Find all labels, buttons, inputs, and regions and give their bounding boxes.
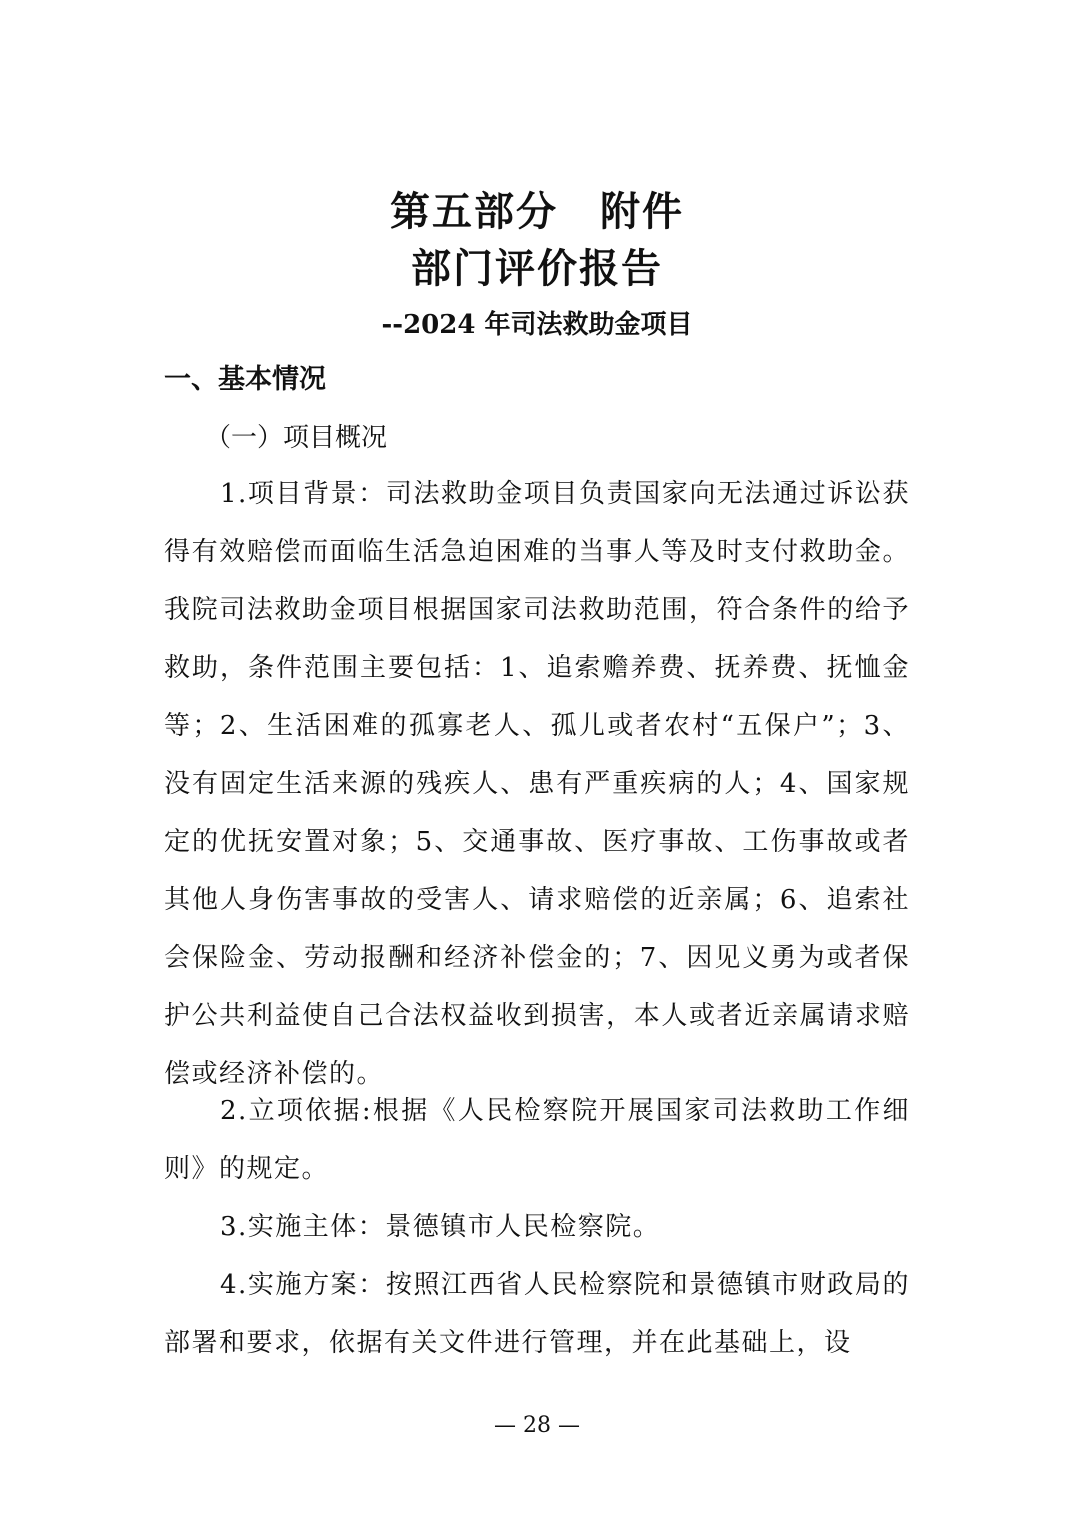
paragraph-implementing-body: 3.实施主体：景德镇市人民检察院。 [220, 1212, 661, 1242]
document-title-part: 第五部分 附件 [390, 189, 684, 235]
document-subtitle: --2024 年司法救助金项目 [381, 310, 693, 340]
subsection-heading: （一）项目概况 [205, 423, 388, 453]
page-number: — 28 — [494, 1413, 580, 1438]
document-title-report: 部门评价报告 [411, 246, 663, 292]
paragraph-project-basis: 2.立项依据:根据《人民检察院开展国家司法救助工作细则》的规定。 [164, 1096, 910, 1184]
paragraph-project-background: 1.项目背景：司法救助金项目负责国家向无法通过诉讼获得有效赔偿而面临生活急迫困难的当事人等及时支付救助金。我院司法救助金项目根据国家司法救助范围，符合条件的给予救助，条件范围主要包括：1、追索赡养费、抚养费、抚恤金等；2、生活困难的孤寡老人、孤儿或者农村“五保户”；3、没有固定生活来源的残疾人、患有严重疾病的人；4、国家规定的优抚安置对象；5、交通事故、医疗事故、工伤事故或者其他人身伤害事故的受害人、请求赔偿的近亲属；6、追索社会保险金、劳动报酬和经济补偿金的；7、因见义勇为或者保护公共利益使自己合法权益收到损害，本人或者近亲属请求赔偿或经济补偿的。 [164, 479, 910, 1089]
section-heading: 一、基本情况 [164, 364, 326, 395]
paragraph-implementation-plan: 4.实施方案：按照江西省人民检察院和景德镇市财政局的部署和要求，依据有关文件进行管理，并在此基础上，设 [164, 1270, 910, 1358]
